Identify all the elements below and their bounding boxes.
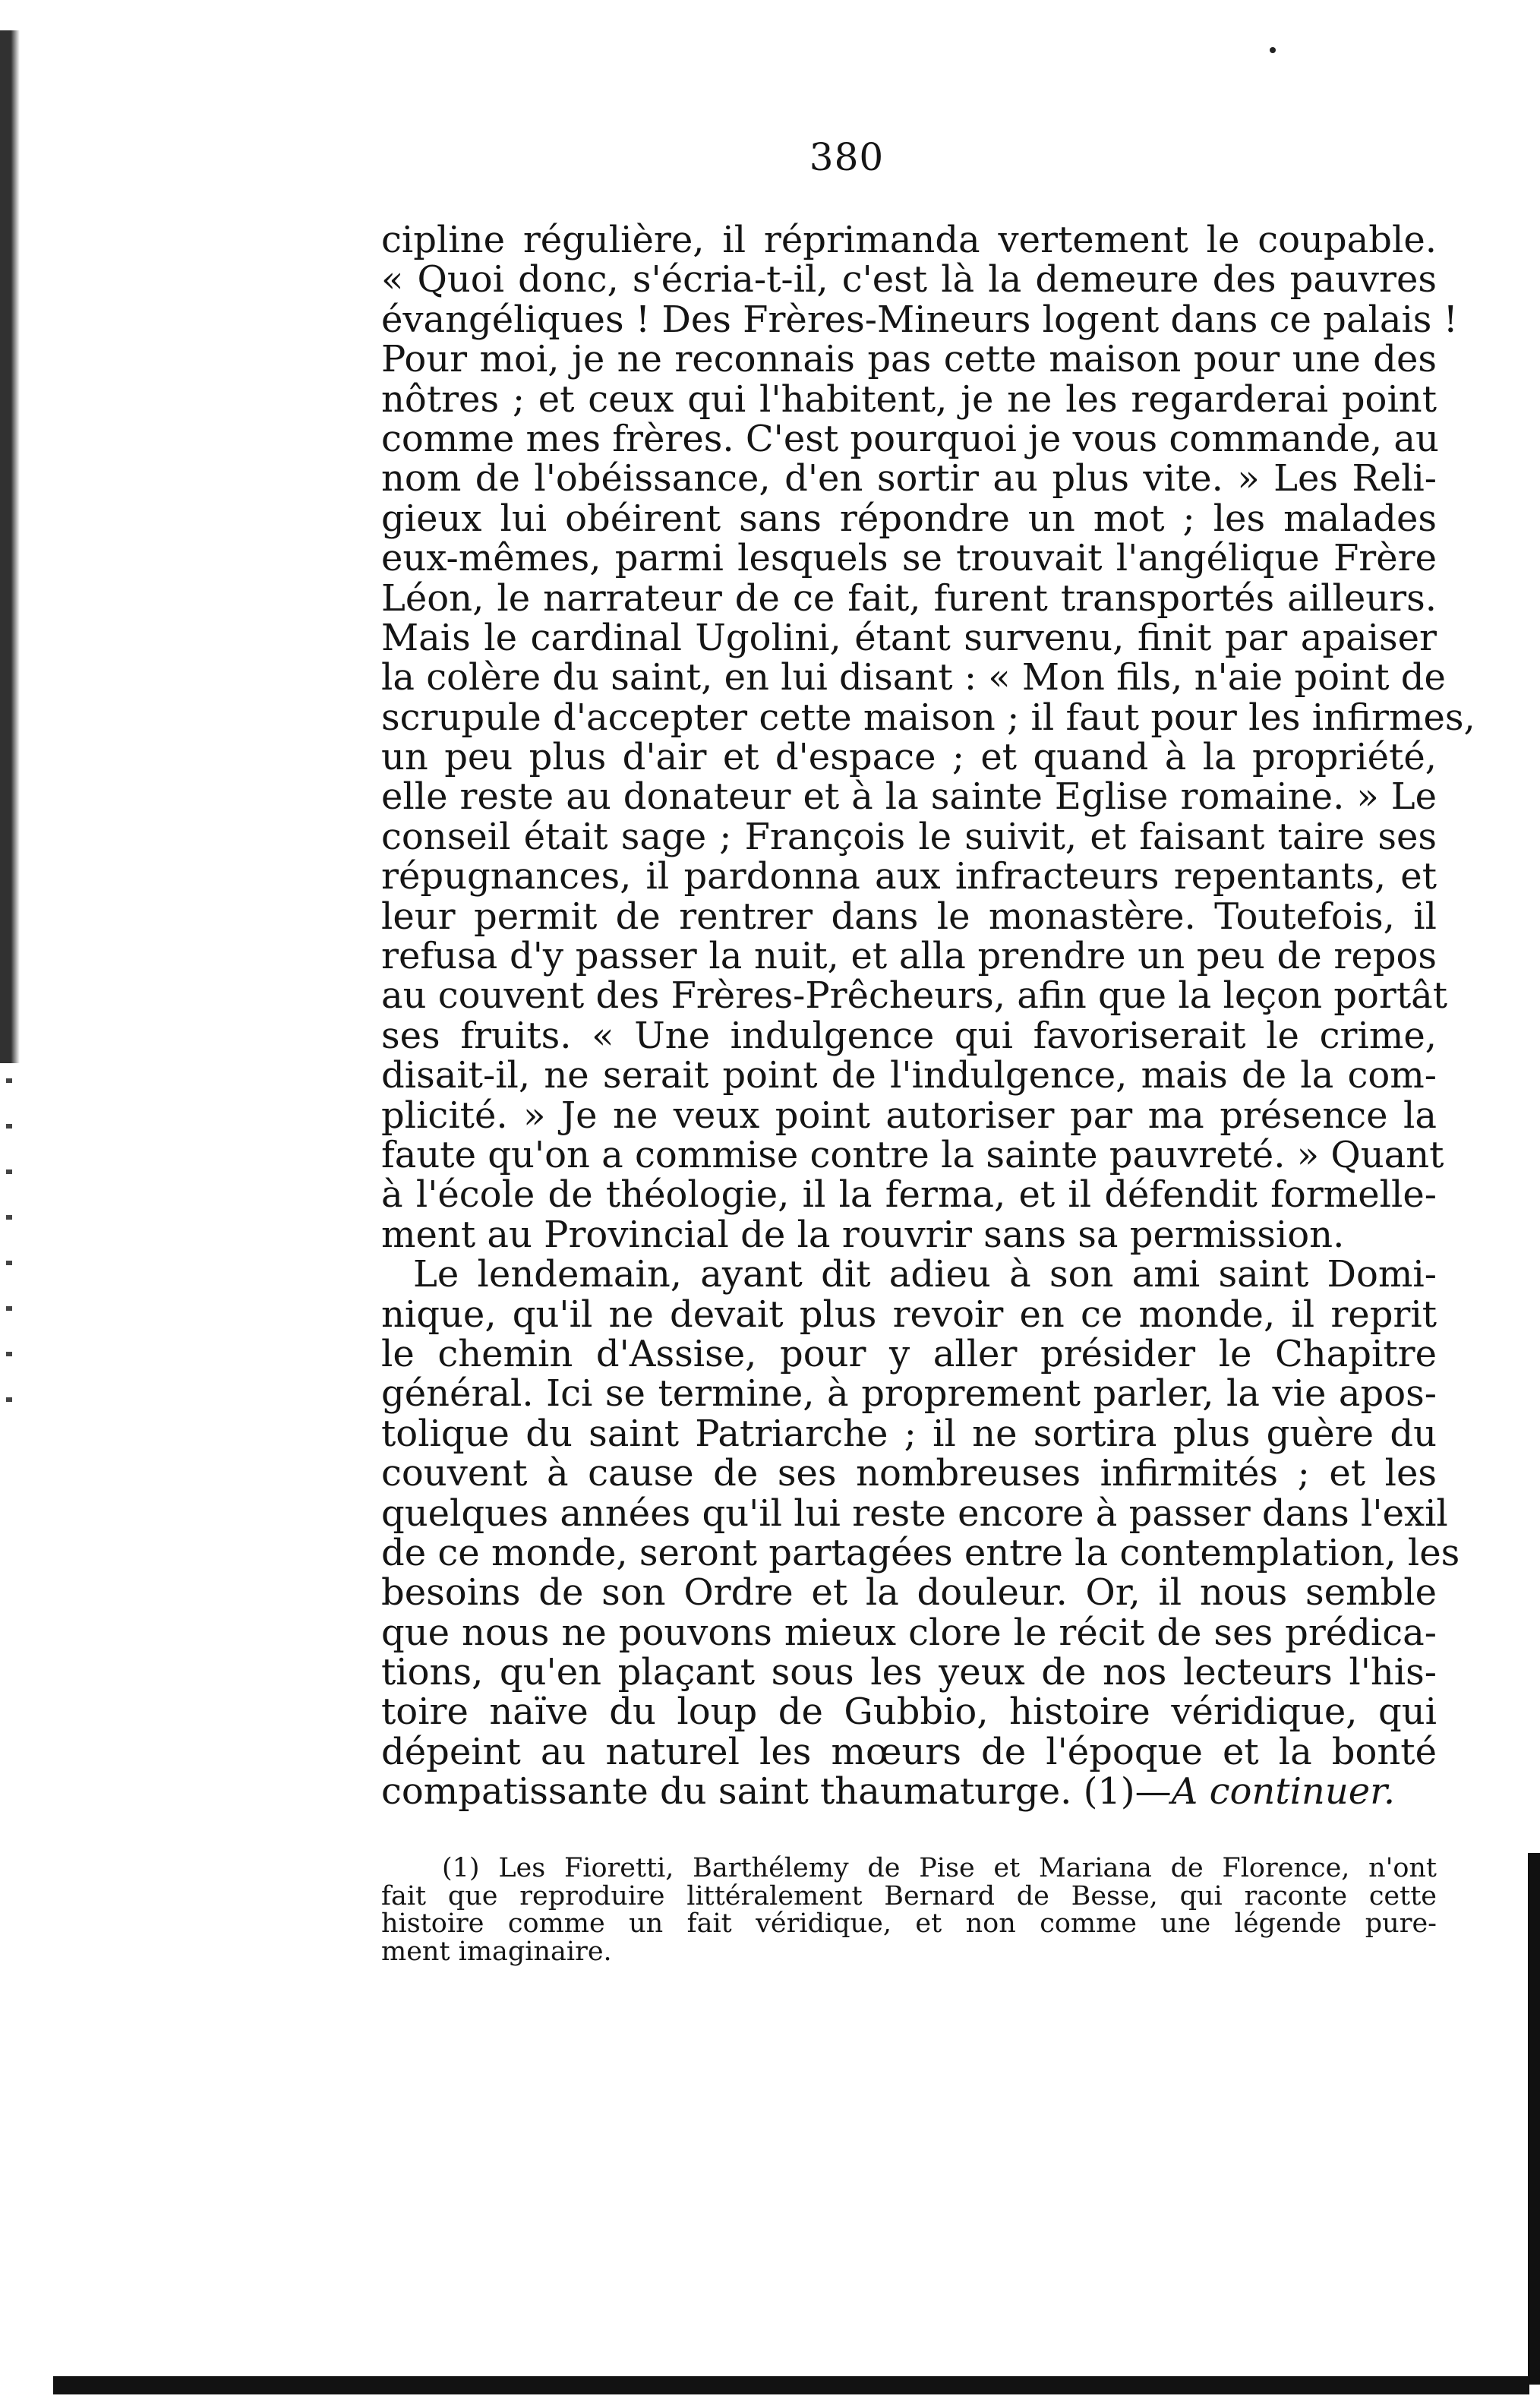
text-line: leur permit de rentrer dans le monastère. Toutefois, il bbox=[381, 895, 1437, 938]
text-line: nôtres ; et ceux qui l'habitent, je ne les regarderai point bbox=[381, 377, 1437, 421]
text-line: « Quoi donc, s'écria-t-il, c'est là la demeure des pauvres bbox=[381, 258, 1437, 301]
left-binding-shadow bbox=[0, 30, 20, 1063]
text-line: répugnances, il pardonna aux infracteurs repentants, et bbox=[381, 855, 1437, 898]
speck-mark bbox=[1270, 47, 1276, 53]
right-edge-shadow bbox=[1528, 1853, 1540, 2385]
text-line: Mais le cardinal Ugolini, étant survenu, finit par apaiser bbox=[381, 616, 1437, 659]
text-line: la colère du saint, en lui disant : « Mon fils, n'aie point de bbox=[381, 656, 1446, 699]
text-line: scrupule d'accepter cette maison ; il faut pour les infirmes, bbox=[381, 696, 1475, 739]
text-line: tions, qu'en plaçant sous les yeux de nos lecteurs l'his- bbox=[381, 1651, 1437, 1694]
text-line: évangéliques ! Des Frères-Mineurs logent dans ce palais ! bbox=[381, 298, 1458, 341]
footnote-line: (1) Les Fioretti, Barthélemy de Pise et Mariana de Florence, n'ont bbox=[442, 1853, 1437, 1883]
text-line: conseil était sage ; François le suivit, et faisant taire ses bbox=[381, 815, 1437, 858]
text-line: quelques années qu'il lui reste encore à passer dans l'exil bbox=[381, 1491, 1448, 1535]
main-text-block bbox=[381, 219, 1475, 1813]
footnote-block bbox=[381, 1854, 1437, 1965]
text-line: compatissante du saint thaumaturge. (1)— bbox=[381, 1770, 1172, 1813]
closing-line bbox=[381, 1772, 1437, 1811]
text-line: Léon, le narrateur de ce fait, furent transportés ailleurs. bbox=[381, 576, 1437, 620]
text-line: elle reste au donateur et à la sainte Eglise romaine. » Le bbox=[381, 775, 1437, 819]
text-line: Pour moi, je ne reconnais pas cette maison pour une des bbox=[381, 338, 1437, 381]
text-line: cipline régulière, il réprimanda vertement le coupable. bbox=[381, 219, 1437, 261]
text-line: besoins de son Ordre et la douleur. Or, il nous semble bbox=[381, 1571, 1437, 1615]
text-line: disait-il, ne serait point de l'indulgence, mais de la com- bbox=[381, 1054, 1437, 1097]
text-line: nique, qu'il ne devait plus revoir en ce monde, il reprit bbox=[381, 1293, 1437, 1336]
paragraph-start-line: Le lendemain, ayant dit adieu à son ami saint Domi- bbox=[413, 1253, 1437, 1296]
text-line: plicité. » Je ne veux point autoriser par ma présence la bbox=[381, 1094, 1437, 1137]
text-line: comme mes frères. C'est pourquoi je vous commande, au bbox=[381, 417, 1439, 460]
footnote-line: ment imaginaire. bbox=[381, 1936, 612, 1967]
bottom-edge-shadow bbox=[53, 2376, 1529, 2394]
text-line: gieux lui obéirent sans répondre un mot ; les malades bbox=[381, 497, 1437, 540]
text-line: dépeint au naturel les mœurs de l'époque et la bonté bbox=[381, 1730, 1437, 1773]
text-line: nom de l'obéissance, d'en sortir au plus vite. » Les Reli- bbox=[381, 457, 1437, 500]
continuation-note: A continuer. bbox=[1171, 1770, 1396, 1813]
text-line: général. Ici se termine, à proprement parler, la vie apos- bbox=[381, 1372, 1437, 1416]
text-line: eux-mêmes, parmi lesquels se trouvait l'angélique Frère bbox=[381, 537, 1437, 580]
text-line: ment au Provincial de la rouvrir sans sa permission. bbox=[381, 1213, 1345, 1256]
text-line: ses fruits. « Une indulgence qui favoriserait le crime, bbox=[381, 1014, 1437, 1057]
text-line: un peu plus d'air et d'espace ; et quand à la propriété, bbox=[381, 736, 1437, 779]
text-line: couvent à cause de ses nombreuses infirmités ; et les bbox=[381, 1452, 1437, 1495]
text-line: le chemin d'Assise, pour y aller présider le Chapitre bbox=[381, 1332, 1437, 1375]
text-line: au couvent des Frères-Prêcheurs, afin que la leçon portât bbox=[381, 974, 1448, 1018]
text-line: refusa d'y passer la nuit, et alla prendre un peu de repos bbox=[381, 935, 1437, 978]
page-number: 380 bbox=[809, 135, 885, 179]
footnote-line: fait que reproduire littéralement Bernard de Besse, qui raconte cette bbox=[381, 1880, 1437, 1911]
footnote-line: histoire comme un fait véridique, et non comme une légende pure- bbox=[381, 1908, 1437, 1939]
text-line: à l'école de théologie, il la ferma, et il défendit formelle- bbox=[381, 1173, 1437, 1217]
text-line: de ce monde, seront partagées entre la contemplation, les bbox=[381, 1531, 1460, 1574]
text-line: faute qu'on a commise contre la sainte pauvreté. » Quant bbox=[381, 1133, 1444, 1176]
text-line: que nous ne pouvons mieux clore le récit de ses prédica- bbox=[381, 1611, 1437, 1654]
text-line: tolique du saint Patriarche ; il ne sortira plus guère du bbox=[381, 1412, 1437, 1455]
left-edge-specks bbox=[6, 1078, 12, 1443]
text-line: toire naïve du loup de Gubbio, histoire véridique, qui bbox=[381, 1690, 1437, 1734]
